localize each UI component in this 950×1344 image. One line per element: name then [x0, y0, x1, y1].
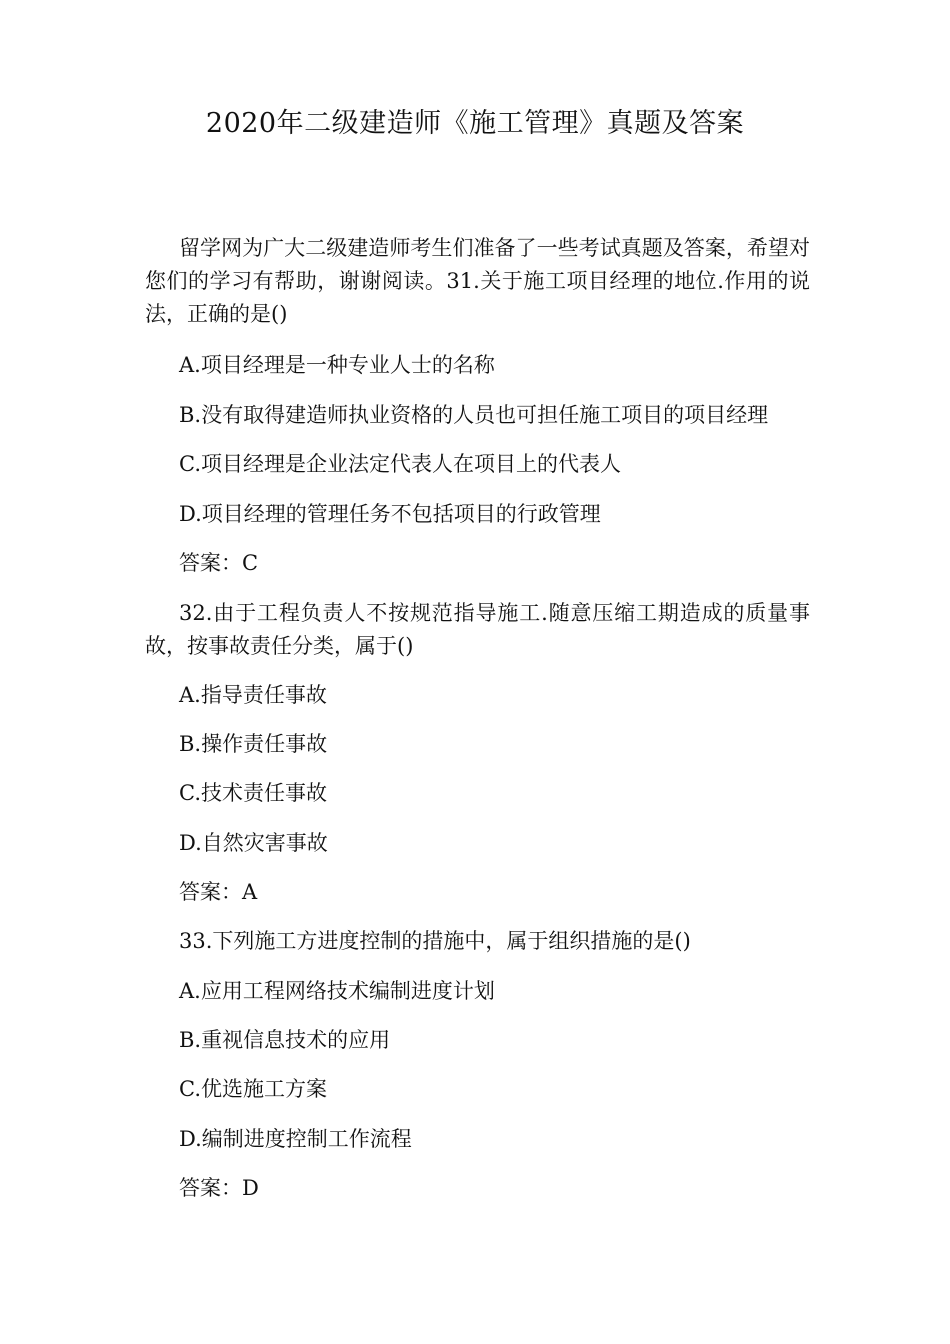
q31-option-c: C.项目经理是企业法定代表人在项目上的代表人 [179, 452, 621, 476]
q31-option-d: D.项目经理的管理任务不包括项目的行政管理 [179, 502, 601, 526]
q32-option-b: B.操作责任事故 [179, 732, 328, 756]
q31-option-a: A.项目经理是一种专业人士的名称 [179, 353, 495, 377]
q33-question: 33.下列施工方进度控制的措施中，属于组织措施的是() [179, 929, 691, 953]
document-title: 2020年二级建造师《施工管理》真题及答案 [205, 108, 745, 139]
q33-option-a: A.应用工程网络技术编制进度计划 [179, 979, 495, 1003]
intro-paragraph: 留学网为广大二级建造师考生们准备了一些考试真题及答案，希望对您们的学习有帮助，谢谢阅读。31.关于施工项目经理的地位.作用的说法，正确的是() [145, 236, 810, 326]
q32-answer: 答案：A [179, 880, 258, 904]
q32-option-c: C.技术责任事故 [179, 781, 327, 805]
q32-option-d: D.自然灾害事故 [179, 831, 328, 855]
q32-option-a: A.指导责任事故 [179, 683, 327, 707]
q33-option-d: D.编制进度控制工作流程 [179, 1127, 412, 1151]
q33-option-c: C.优选施工方案 [179, 1077, 327, 1101]
q31-answer: 答案：C [179, 551, 259, 575]
q32-question: 32.由于工程负责人不按规范指导施工.随意压缩工期造成的质量事故，按事故责任分类，属于() [145, 601, 810, 658]
q33-answer: 答案：D [179, 1176, 259, 1200]
q33-option-b: B.重视信息技术的应用 [179, 1028, 391, 1052]
q31-option-b: B.没有取得建造师执业资格的人员也可担任施工项目的项目经理 [179, 403, 769, 427]
